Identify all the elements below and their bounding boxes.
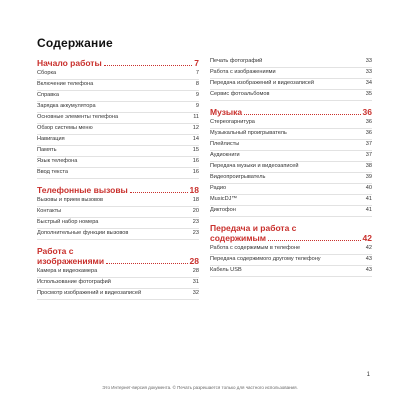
entry-text: Память (37, 147, 57, 153)
entry-page: 12 (192, 125, 199, 131)
leader-dots (268, 240, 360, 241)
toc-entry[interactable] (210, 152, 372, 162)
entry-page: 18 (192, 197, 199, 203)
section-title: Начало работы (37, 58, 102, 68)
entry-page: 33 (365, 69, 372, 75)
entry-text: Быстрый набор номера (37, 219, 99, 225)
entry-page: 40 (365, 185, 372, 191)
toc-entry[interactable] (210, 58, 372, 68)
entry-text: Стереогарнитура (210, 119, 255, 125)
entry-text: Музыкальный проигрыватель (210, 130, 287, 136)
entry-text: Дополнительные функции вызовов (37, 230, 129, 236)
entry-text: Сборка (37, 70, 57, 76)
entry-text: Обзор системы меню (37, 125, 93, 131)
entry-page: 11 (193, 114, 199, 120)
entry-text: Просмотр изображений и видеозаписей (37, 290, 142, 296)
toc-entry[interactable] (210, 207, 372, 217)
entry-page: 23 (192, 219, 199, 225)
section-title-row (37, 256, 199, 266)
section-title-line: изображениями (37, 256, 105, 266)
leader-dots (130, 192, 188, 193)
entry-page: 20 (192, 208, 199, 214)
entry-text: Контакты (37, 208, 62, 214)
toc-entry[interactable] (210, 91, 372, 101)
entry-page: 41 (365, 196, 372, 202)
toc-entry[interactable] (210, 141, 372, 151)
toc-entry[interactable] (37, 136, 199, 146)
entry-text: Основные элементы телефона (37, 114, 119, 120)
toc-entry[interactable] (210, 130, 372, 140)
section-page: 18 (189, 185, 199, 195)
entry-text: Ввод текста (37, 169, 68, 175)
section-heading[interactable] (37, 58, 199, 68)
toc-entry[interactable] (37, 169, 199, 179)
entry-text: Передача изображений и видеозаписей (210, 80, 315, 86)
section-page: 28 (189, 256, 199, 266)
entry-text: Зарядка аккумулятора (37, 103, 96, 109)
entry-text: Радио (210, 185, 227, 191)
toc-entry[interactable] (37, 92, 199, 102)
entry-text: Навигация (37, 136, 65, 142)
entry-page: 39 (365, 174, 372, 180)
entry-text: Передача музыки и видеозаписей (210, 163, 299, 169)
entry-text: Работа с изображениями (210, 69, 276, 75)
entry-text: Вызовы и прием вызовов (37, 197, 103, 203)
entry-text: Видеопроигрыватель (210, 174, 266, 180)
toc-entry[interactable] (37, 158, 199, 168)
entry-text: Кабель USB (210, 267, 242, 273)
entry-page: 28 (192, 268, 199, 274)
entry-page: 34 (365, 80, 372, 86)
entry-page: 33 (365, 58, 372, 64)
entry-page: 31 (192, 279, 199, 285)
entry-page: 37 (365, 141, 372, 147)
entry-page: 37 (365, 152, 372, 158)
toc-entry[interactable] (210, 196, 372, 206)
toc-entry[interactable] (210, 174, 372, 184)
toc-entry[interactable] (210, 267, 372, 277)
entry-page: 7 (195, 70, 199, 76)
entry-page: 9 (195, 103, 199, 109)
toc-left-column (37, 58, 199, 301)
section-page: 36 (362, 107, 372, 117)
entry-text: Язык телефона (37, 158, 78, 164)
entry-page: 16 (192, 169, 199, 175)
page-number: 1 (366, 372, 370, 378)
toc-entry[interactable] (37, 197, 199, 207)
toc-entry[interactable] (37, 230, 199, 240)
section-title-line: содержимым (210, 233, 267, 243)
toc-entry[interactable] (37, 125, 199, 135)
section-page: 42 (362, 233, 372, 243)
toc-entry[interactable] (37, 81, 199, 91)
toc-entry[interactable] (210, 245, 372, 255)
toc-entry[interactable] (37, 290, 199, 300)
entry-page: 43 (365, 267, 372, 273)
entry-text: Работа с содержимым в телефоне (210, 245, 301, 251)
toc-entry[interactable] (37, 219, 199, 229)
section-heading[interactable] (37, 185, 199, 195)
entry-page: 32 (192, 290, 199, 296)
entry-page: 14 (192, 136, 199, 142)
entry-text: Аудиокниги (210, 152, 240, 158)
entry-text: Включение телефона (37, 81, 94, 87)
toc-entry[interactable] (37, 114, 199, 124)
entry-page: 15 (192, 147, 199, 153)
section-title-line: Передача и работа с (210, 223, 297, 233)
entry-text: Диктофон (210, 207, 236, 213)
leader-dots (244, 114, 360, 115)
entry-page: 9 (195, 92, 199, 98)
toc-entry[interactable] (37, 279, 199, 289)
entry-text: Передача содержимого другому телефону (210, 256, 321, 262)
entry-text: MusicDJ™ (210, 196, 238, 202)
entry-page: 8 (195, 81, 199, 87)
footer-note: Это Интернет-версия документа. © Печать разрешается только для частного использования. (102, 385, 298, 390)
section-title: Телефонные вызовы (37, 185, 128, 195)
toc-entry[interactable] (37, 208, 199, 218)
entry-text: Сервис фотоальбомов (210, 91, 270, 97)
entry-page: 16 (192, 158, 199, 164)
toc-entry[interactable] (210, 119, 372, 129)
entry-text: Справка (37, 92, 59, 98)
entry-text: Плейлисты (210, 141, 240, 147)
page-title: Содержание (37, 36, 113, 50)
section-title-line: Работа с (37, 246, 74, 256)
entry-page: 36 (365, 130, 372, 136)
leader-dots (106, 263, 187, 264)
entry-page: 23 (192, 230, 199, 236)
section-heading[interactable] (37, 246, 199, 266)
toc-entry[interactable] (210, 69, 372, 79)
entry-text: Использование фотографий (37, 279, 111, 285)
section-title: Музыка (210, 107, 243, 117)
toc-entry[interactable] (210, 80, 372, 90)
toc-entry[interactable] (37, 268, 199, 278)
section-title-row (210, 233, 372, 243)
toc-right-column (210, 58, 372, 278)
toc-entry[interactable] (210, 256, 372, 266)
entry-page: 42 (365, 245, 372, 251)
toc-entry[interactable] (210, 163, 372, 173)
entry-page: 35 (365, 91, 372, 97)
entry-page: 43 (365, 256, 372, 262)
entry-text: Печать фотографий (210, 58, 263, 64)
entry-page: 36 (365, 119, 372, 125)
entry-page: 41 (365, 207, 372, 213)
leader-dots (104, 65, 193, 66)
toc-entry[interactable] (37, 103, 199, 113)
section-page: 7 (194, 58, 199, 68)
entry-page: 38 (365, 163, 372, 169)
section-heading[interactable] (210, 107, 372, 117)
toc-entry[interactable] (210, 185, 372, 195)
toc-entry[interactable] (37, 147, 199, 157)
entry-text: Камера и видеокамера (37, 268, 98, 274)
section-heading[interactable] (210, 223, 372, 243)
toc-entry[interactable] (37, 70, 199, 80)
